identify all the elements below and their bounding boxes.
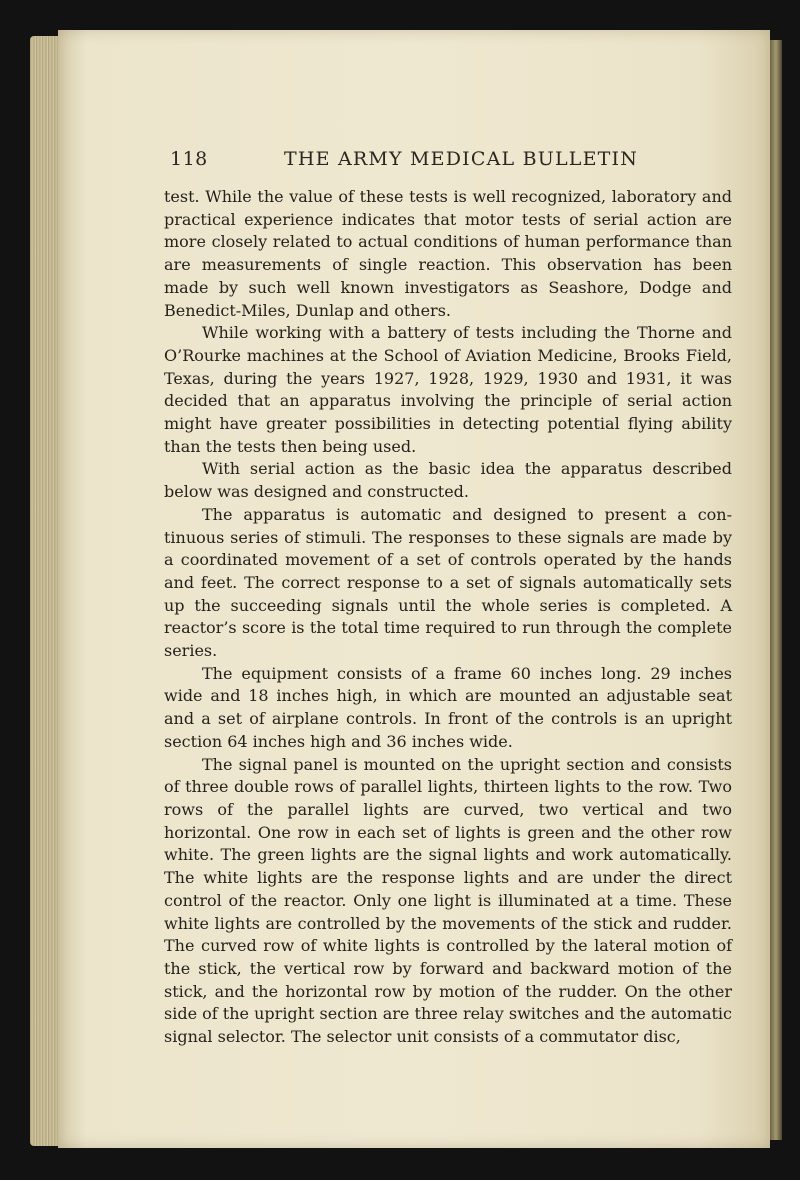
paragraph: With serial action as the basic idea the apparatus described below was designed and constructed. — [164, 459, 732, 502]
paragraph: The equipment consists of a frame 60 inches long. 29 inches wide and 18 inches high, in which are mounted an adjustable seat and a set of airplane controls. In front of the controls is an upright section 64 inches high and 36 inches wide. — [164, 663, 732, 751]
paragraph: test. While the value of these tests is well recognized, laboratory and practical experience indicates that motor tests of serial action are more closely related to actual conditions of human performance than are measurements of single reaction. This observation has been made by such well known investigators as Seashore, Dodge and Benedict-Miles, Dunlap and others. — [164, 187, 732, 320]
book-cover-edge — [770, 40, 782, 1140]
paragraph: The apparatus is automatic and designed to present a continuous series of stimuli. The responses to these signals are made by a coordinated movement of a set of controls operated by the hands and feet. The correct response to a set of signals automatically sets up the succeeding signals until the whole series is completed. A reactor’s score is the total time required to run through the complete series. — [164, 504, 732, 661]
running-title: THE ARMY MEDICAL BULLETIN — [284, 148, 639, 170]
paragraph: While working with a battery of tests including the Thorne and O’Rourke machines at the School of Aviation Medicine, Brooks Field, Texas, during the years 1927, 1928, 1929, 1930 and 1931, it was decided that an apparatus involving the principle of serial action might have greater possibilities in detecting potential flying ability than the tests then being used. — [164, 323, 732, 456]
page-number: 118 — [170, 148, 208, 170]
paragraph: The signal panel is mounted on the upright section and consists of three double rows of parallel lights, thirteen lights to the row. Two rows of the parallel lights are curved, two vertical and two horizontal. One row in each set of lights is green and the other row white. The green lights are the signal lights and work automatically. The white lights are the response lights and are under the direct control of the reactor. Only one light is illuminated at a time. These white lights are controlled by the movements of the stick and rudder. The curved row of white lights is controlled by the lateral motion of the stick, the vertical row by forward and backward motion of the stick, and the horizontal row by motion of the rudder. On the other side of the upright section are three relay switches and the automatic signal selector. The selector unit consists of a commutator disc, — [164, 754, 732, 1047]
running-header — [170, 148, 730, 178]
body-text — [164, 186, 732, 1049]
